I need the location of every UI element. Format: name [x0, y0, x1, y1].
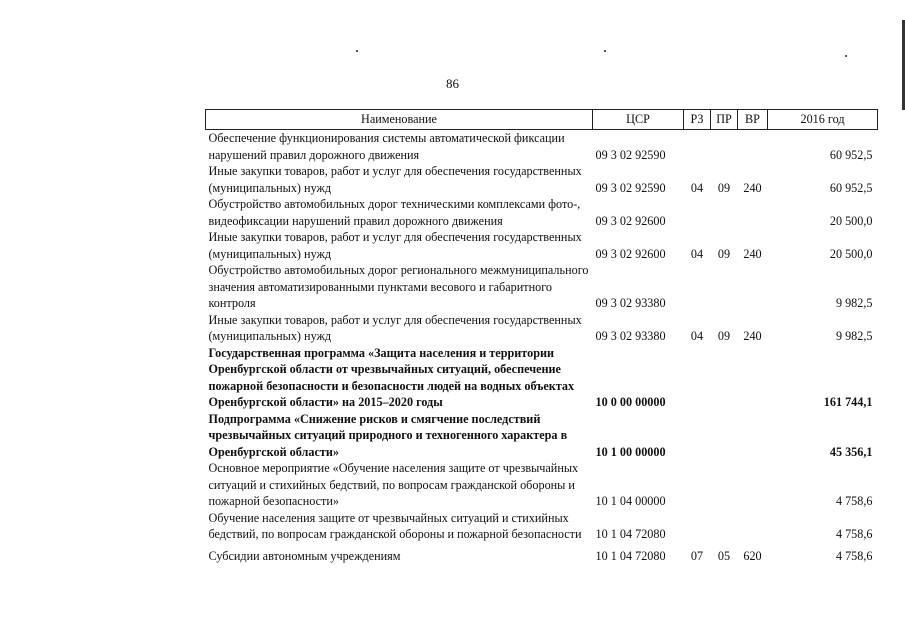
row-csr: 10 1 04 72080 [595, 527, 666, 541]
row-name: Обучение населения защите от чрезвычайных ситуаций и стихийных бедствий, по вопросам гражданской обороны и пожарной безопасности [208, 510, 582, 541]
row-name: Основное мероприятие «Обучение населения защите от чрезвычайных ситуаций и стихийных бедствий, по вопросам гражданской обороны и пожарной безопасности» [208, 461, 579, 508]
row-value: 60 952,5 [829, 180, 873, 195]
row-vr [738, 510, 768, 543]
row-name: Иные закупки товаров, работ и услуг для обеспечения государственных (муниципальных) нужд [208, 312, 582, 343]
row-csr: 09 3 02 93380 [595, 296, 666, 310]
row-csr: 09 3 02 92600 [595, 246, 666, 261]
budget-table [205, 109, 878, 564]
scan-speck [845, 55, 847, 57]
table-row [206, 130, 878, 164]
row-csr: 09 3 02 92590 [595, 180, 666, 195]
row-rz [684, 510, 711, 543]
column-header-csr: ЦСР [593, 110, 684, 130]
row-name: Подпрограмма «Снижение рисков и смягчение последствий чрезвычайных ситуаций природного и техногенного характера в Оренбургской области» [208, 411, 568, 459]
row-csr: 09 3 02 93380 [595, 329, 666, 343]
row-vr [738, 345, 768, 411]
table-row [206, 196, 878, 229]
row-vr: 240 [743, 329, 762, 343]
row-name: Иные закупки товаров, работ и услуг для обеспечения государственных (муниципальных) нужд [208, 230, 582, 261]
table-row-subprogram [206, 411, 878, 461]
column-header-name: Наименование [206, 110, 593, 130]
row-value: 9 982,5 [835, 296, 873, 310]
row-name: Обустройство автомобильных дорог регионального межмуниципального значения автоматизированными пунктами весового и габаритного контроля [208, 263, 589, 310]
row-rz [684, 345, 711, 411]
table-row [206, 163, 878, 196]
table-row [206, 312, 878, 345]
row-rz: 04 [690, 180, 704, 195]
row-value: 20 500,0 [829, 246, 873, 261]
table-row [206, 229, 878, 262]
row-vr [738, 130, 768, 164]
table-row-program [206, 345, 878, 411]
column-header-pr: ПР [711, 110, 738, 130]
row-pr [711, 130, 738, 164]
row-name: Субсидии автономным учреждениям [208, 548, 401, 563]
row-pr: 09 [717, 180, 731, 195]
row-pr: 05 [717, 548, 731, 563]
row-vr [738, 411, 768, 461]
row-csr: 09 3 02 92600 [595, 213, 666, 228]
row-csr: 10 1 04 00000 [595, 494, 666, 508]
row-rz [684, 196, 711, 229]
row-pr: 09 [717, 329, 731, 343]
row-vr [738, 196, 768, 229]
row-rz: 04 [690, 246, 704, 261]
table-row [206, 460, 878, 510]
row-csr: 10 0 00 00000 [595, 395, 666, 409]
table-header-row [206, 110, 878, 130]
row-value: 20 500,0 [829, 213, 873, 228]
row-value: 4 758,6 [835, 494, 873, 508]
table-row [206, 262, 878, 312]
row-value: 4 758,6 [835, 527, 873, 541]
row-name: Государственная программа «Защита населения и территории Оренбургской области от чрезвычайных ситуаций, обеспечение пожарной безопасности и безопасности людей на водных объектах Оренбургской области» на 2015–2020 годы [208, 345, 575, 409]
row-name: Иные закупки товаров, работ и услуг для обеспечения государственных (муниципальных) нужд [208, 164, 582, 195]
row-rz: 07 [690, 548, 704, 563]
row-rz [684, 411, 711, 461]
row-rz: 04 [690, 329, 704, 343]
row-value: 9 982,5 [835, 329, 873, 343]
row-vr: 240 [743, 246, 762, 261]
row-pr [711, 345, 738, 411]
row-value: 4 758,6 [835, 548, 873, 563]
row-vr: 620 [743, 548, 762, 563]
row-vr: 240 [743, 180, 762, 195]
row-pr: 09 [717, 246, 731, 261]
row-value: 45 356,1 [829, 444, 873, 459]
table-row [206, 510, 878, 543]
row-vr [738, 262, 768, 312]
row-name: Обустройство автомобильных дорог техническими комплексами фото-, видеофиксации нарушений правил дорожного движения [208, 197, 581, 228]
row-value: 60 952,5 [829, 147, 873, 162]
column-header-vr: ВР [738, 110, 768, 130]
row-rz [684, 460, 711, 510]
row-csr: 10 1 04 72080 [595, 548, 666, 563]
row-rz [684, 130, 711, 164]
row-vr [738, 460, 768, 510]
row-pr [711, 196, 738, 229]
table-row [206, 543, 878, 565]
row-name: Обеспечение функционирования системы автоматической фиксации нарушений правил дорожного движения [208, 131, 565, 162]
scan-speck [604, 50, 606, 52]
row-rz [684, 262, 711, 312]
row-pr [711, 510, 738, 543]
column-header-year: 2016 год [768, 110, 878, 130]
row-csr: 09 3 02 92590 [595, 147, 666, 162]
table-body [206, 130, 878, 565]
column-header-rz: РЗ [684, 110, 711, 130]
row-pr [711, 460, 738, 510]
row-pr [711, 262, 738, 312]
scan-speck [356, 50, 358, 52]
page-number: 86 [446, 76, 459, 91]
row-pr [711, 411, 738, 461]
row-csr: 10 1 00 00000 [595, 444, 666, 459]
row-value: 161 744,1 [823, 395, 873, 409]
